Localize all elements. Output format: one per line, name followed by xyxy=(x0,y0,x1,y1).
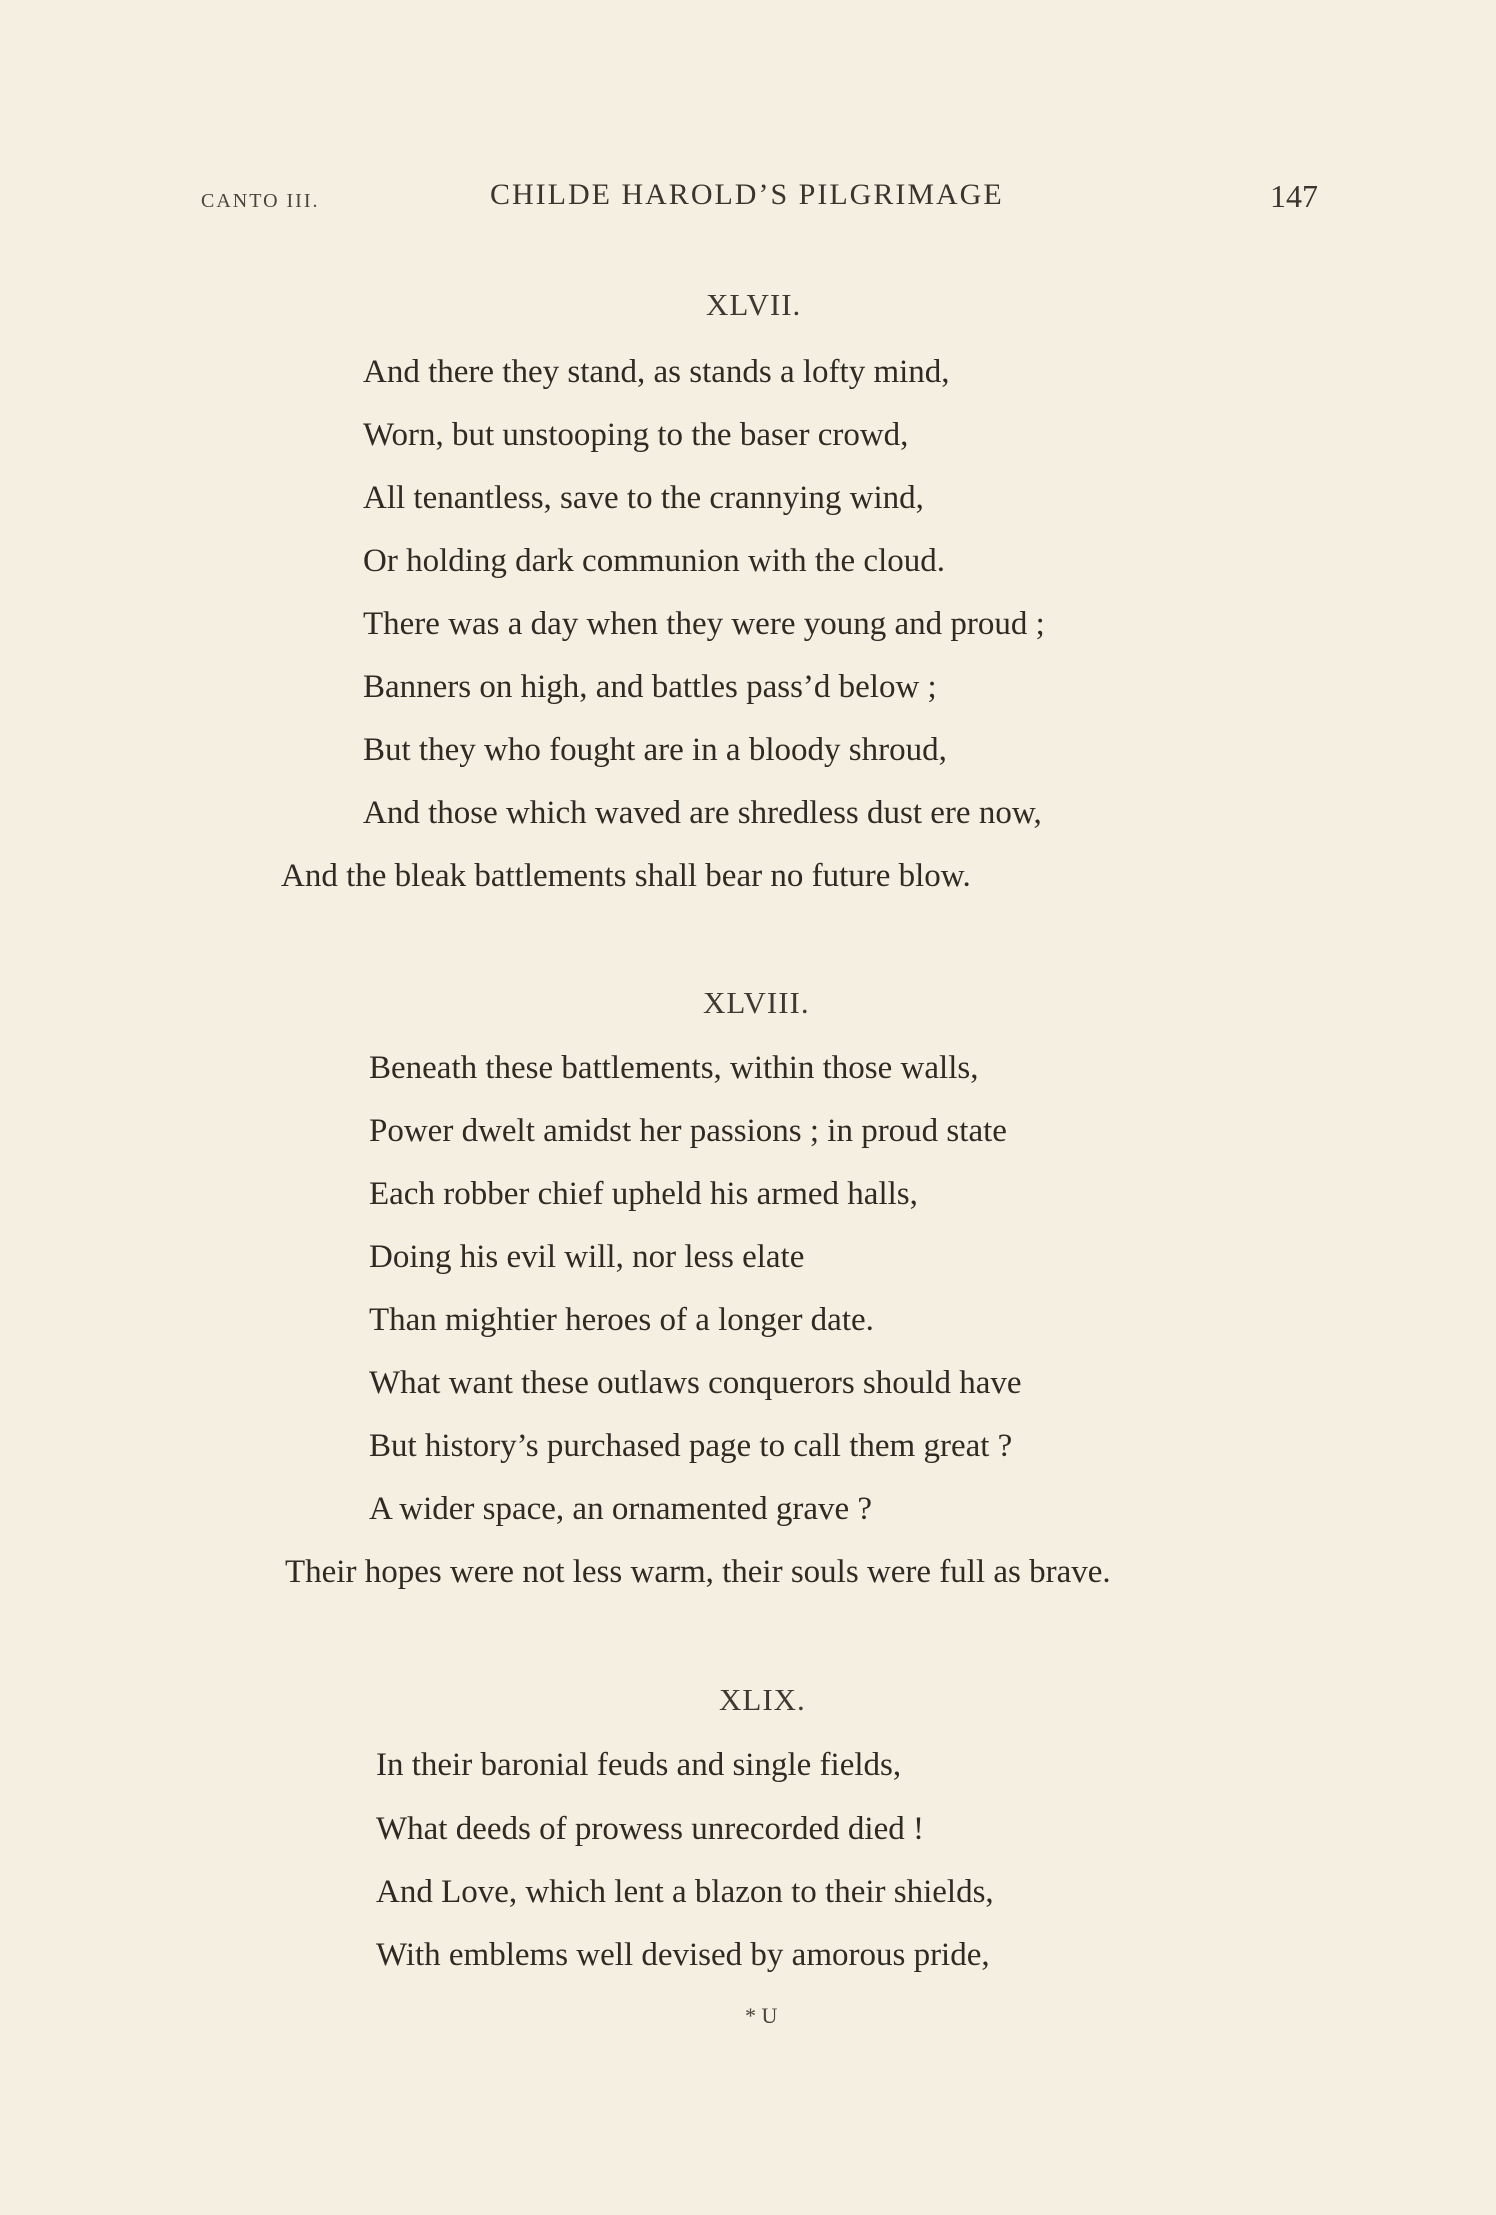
stanza-number: XLVIII. xyxy=(703,985,810,1020)
verse-line: Doing his evil will, nor less elate xyxy=(369,1239,805,1275)
page-number: 147 xyxy=(1270,178,1318,214)
verse-line: Beneath these battlements, within those walls, xyxy=(369,1050,979,1086)
verse-line: Than mightier heroes of a longer date. xyxy=(369,1302,874,1338)
verse-line: Banners on high, and battles pass’d below ; xyxy=(363,669,937,705)
verse-line: A wider space, an ornamented grave ? xyxy=(369,1491,873,1527)
verse-line-alexandrine: Their hopes were not less warm, their souls were full as brave. xyxy=(285,1554,1111,1590)
verse-line: And there they stand, as stands a lofty mind, xyxy=(363,354,950,390)
canto-label: CANTO III. xyxy=(201,190,320,212)
verse-line: Worn, but unstooping to the baser crowd, xyxy=(363,417,909,453)
verse-line-alexandrine: And the bleak battlements shall bear no future blow. xyxy=(281,858,971,894)
verse-line: In their baronial feuds and single fields, xyxy=(376,1747,902,1783)
verse-line: And Love, which lent a blazon to their shields, xyxy=(376,1874,994,1910)
verse-line: All tenantless, save to the crannying wind, xyxy=(363,480,924,516)
verse-line: With emblems well devised by amorous pride, xyxy=(376,1937,990,1973)
verse-line: But history’s purchased page to call them great ? xyxy=(369,1428,1013,1464)
verse-line: Each robber chief upheld his armed halls, xyxy=(369,1176,918,1212)
verse-line: What want these outlaws conquerors should have xyxy=(369,1365,1022,1401)
verse-line: Power dwelt amidst her passions ; in proud state xyxy=(369,1113,1007,1149)
verse-line: What deeds of prowess unrecorded died ! xyxy=(376,1811,924,1847)
stanza-number: XLIX. xyxy=(719,1682,806,1717)
signature-mark: * U xyxy=(745,2003,778,2028)
verse-line: And those which waved are shredless dust ere now, xyxy=(363,795,1042,831)
stanza-number: XLVII. xyxy=(706,287,802,322)
running-title: CHILDE HAROLD’S PILGRIMAGE xyxy=(490,178,1004,211)
verse-line: Or holding dark communion with the cloud. xyxy=(363,543,945,579)
verse-line: But they who fought are in a bloody shroud, xyxy=(363,732,947,768)
verse-line: There was a day when they were young and proud ; xyxy=(363,606,1045,642)
running-head xyxy=(0,178,1496,228)
